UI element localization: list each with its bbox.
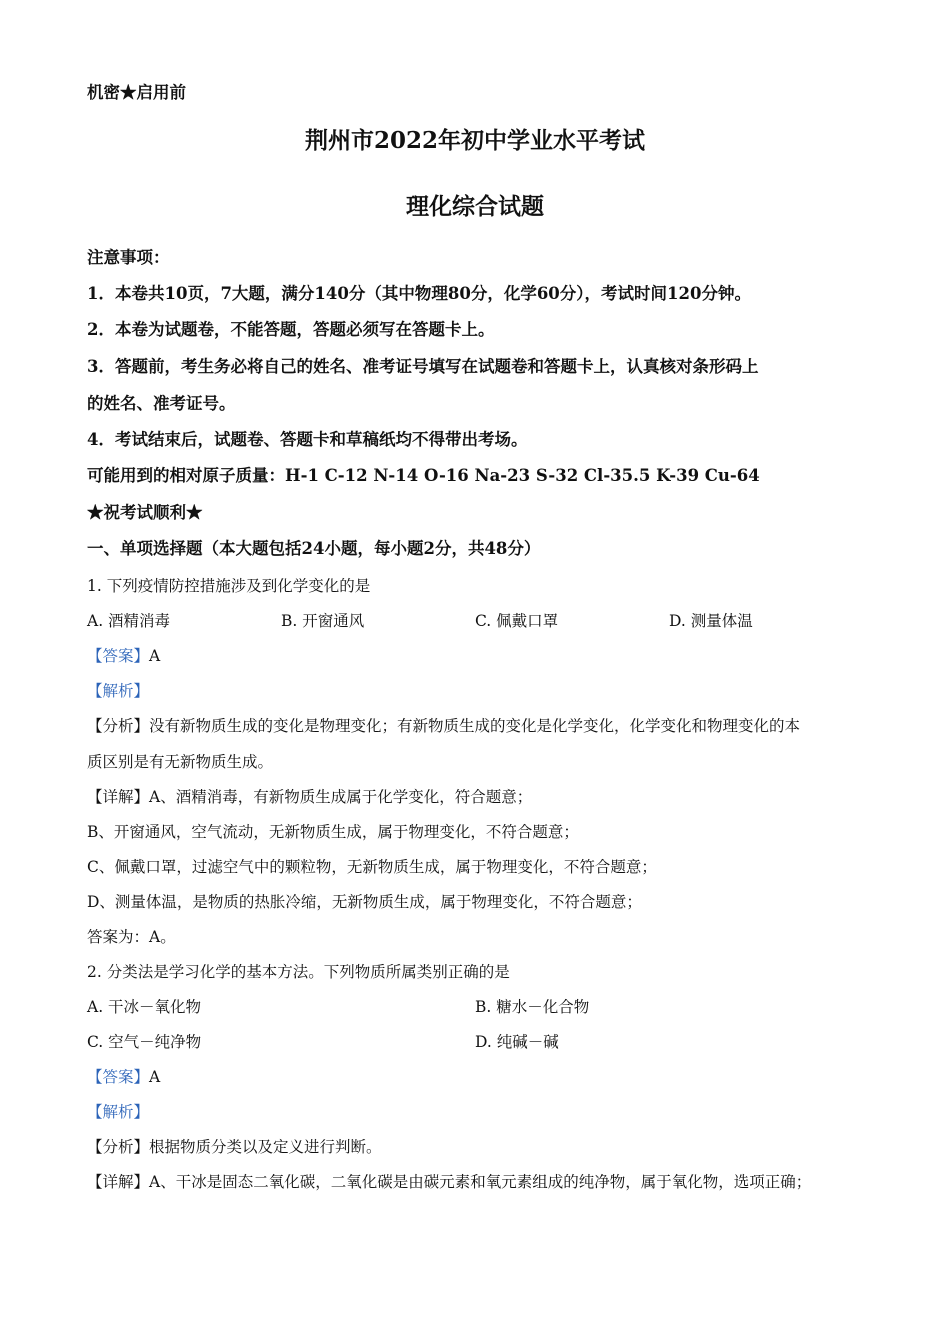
q2-option-a: A. 干冰－氧化物 xyxy=(87,998,202,1016)
q1-detail-4: D、测量体温，是物质的热胀冷缩，无新物质生成，属于物理变化，不符合题意； xyxy=(87,893,642,911)
q1-analysis xyxy=(87,681,149,701)
q2-stem: 2. 分类法是学习化学的基本方法。下列物质所属类别正确的是 xyxy=(87,963,510,981)
answer-tag: 【答案】 xyxy=(87,1068,150,1086)
note-1: 1．本卷共10页，7大题，满分140分（其中物理80分，化学60分），考试时间120分钟。 xyxy=(87,284,751,303)
q2-option-c: C. 空气－纯净物 xyxy=(87,1033,202,1051)
good-luck: ★祝考试顺利★ xyxy=(87,503,203,522)
note-2: 2．本卷为试题卷，不能答题，答题必须写在答题卡上。 xyxy=(87,320,495,339)
note-3b: 的姓名、准考证号。 xyxy=(87,394,236,413)
q2-option-d: D. 纯碱－碱 xyxy=(475,1033,559,1051)
note-3a: 3．答题前，考生务必将自己的姓名、准考证号填写在试题卷和答题卡上，认真核对条形码上 xyxy=(87,357,759,376)
fenxi-tag: 【分析】 xyxy=(87,1138,150,1156)
fenxi-tag: 【分析】 xyxy=(87,717,150,735)
q1-fenxi-2: 质区别是有无新物质生成。 xyxy=(87,753,274,771)
q2-analysis xyxy=(87,1102,149,1122)
exam-title: 荆州市2022年初中学业水平考试 xyxy=(304,127,645,154)
fenxi-text: 根据物质分类以及定义进行判断。 xyxy=(149,1138,382,1156)
q1-stem: 1. 下列疫情防控措施涉及到化学变化的是 xyxy=(87,577,371,595)
q1-final: 答案为：A。 xyxy=(87,928,176,946)
q1-option-a: A. 酒精消毒 xyxy=(87,612,171,630)
q2-detail-1 xyxy=(87,1172,811,1192)
exam-subtitle: 理化综合试题 xyxy=(406,193,544,220)
note-4: 4．考试结束后，试题卷、答题卡和草稿纸均不得带出考场。 xyxy=(87,430,528,449)
q1-option-b: B. 开窗通风 xyxy=(281,612,365,630)
detail-text: A、酒精消毒，有新物质生成属于化学变化，符合题意； xyxy=(149,788,533,806)
atomic-masses: 可能用到的相对原子质量：H-1 C-12 N-14 O-16 Na-23 S-32 Cl-35.5 K-39 Cu-64 xyxy=(87,466,760,485)
detail-tag: 【详解】 xyxy=(87,788,150,806)
detail-text: A、干冰是固态二氧化碳，二氧化碳是由碳元素和氧元素组成的纯净物，属于氧化物，选项正确； xyxy=(149,1173,812,1191)
q1-option-d: D. 测量体温 xyxy=(669,612,753,630)
analysis-tag: 【解析】 xyxy=(87,682,150,700)
answer-value: A xyxy=(149,1068,161,1086)
notes-heading: 注意事项： xyxy=(87,248,170,267)
q1-answer xyxy=(87,646,160,666)
q1-fenxi-1 xyxy=(87,716,800,736)
q1-detail-1 xyxy=(87,787,532,807)
q2-answer xyxy=(87,1067,160,1087)
fenxi-text: 没有新物质生成的变化是物理变化；有新物质生成的变化是化学变化，化学变化和物理变化的本 xyxy=(149,717,801,735)
q1-option-c: C. 佩戴口罩 xyxy=(475,612,559,630)
detail-tag: 【详解】 xyxy=(87,1173,150,1191)
analysis-tag: 【解析】 xyxy=(87,1103,150,1121)
q1-detail-2: B、开窗通风，空气流动，无新物质生成，属于物理变化，不符合题意； xyxy=(87,823,579,841)
answer-tag: 【答案】 xyxy=(87,647,150,665)
secret-label: 机密★启用前 xyxy=(87,83,186,102)
q1-detail-3: C、佩戴口罩，过滤空气中的颗粒物，无新物质生成，属于物理变化，不符合题意； xyxy=(87,858,657,876)
q2-option-b: B. 糖水－化合物 xyxy=(475,998,590,1016)
answer-value: A xyxy=(149,647,161,665)
section-heading: 一、单项选择题（本大题包括24小题，每小题2分，共48分） xyxy=(87,539,541,558)
q2-fenxi-1 xyxy=(87,1137,382,1157)
